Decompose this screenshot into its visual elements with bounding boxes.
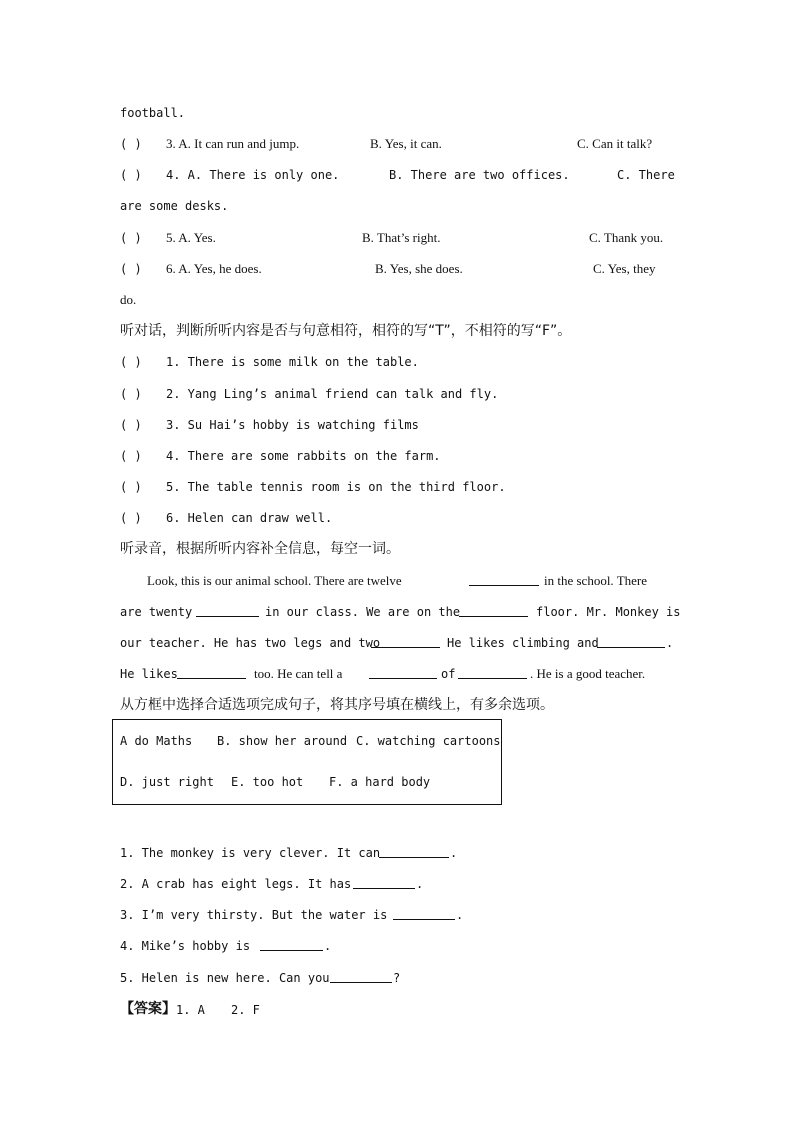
tf-item-text: 2. Yang Ling’s animal friend can talk and fly.	[166, 387, 499, 401]
option-a: 5. A. Yes.	[166, 230, 216, 245]
tf-item-text: 5. The table tennis room is on the third floor.	[166, 480, 506, 494]
passage-text: . He is a good teacher.	[530, 666, 646, 681]
option-b: B. There are two offices.	[389, 168, 570, 182]
choose-item-end: ?	[393, 971, 401, 985]
answer-parens: ( )	[120, 418, 142, 432]
option-a: 4. A. There is only one.	[166, 168, 340, 182]
passage-text: too. He can tell a	[254, 666, 343, 681]
tf-item-text: 6. Helen can draw well.	[166, 511, 333, 525]
answer-parens: ( )	[120, 480, 142, 494]
passage-text: Look, this is our animal school. There are twelve	[147, 573, 402, 588]
option-c: C. watching cartoons	[356, 734, 501, 748]
answer-parens: ( )	[120, 262, 142, 276]
option-b: B. Yes, it can.	[370, 136, 442, 151]
tf-item-text: 3. Su Hai’s hobby is watching films	[166, 418, 419, 432]
passage-text: of	[441, 667, 456, 681]
answer-1: 1. A	[176, 1003, 205, 1017]
fill-blank[interactable]	[177, 666, 246, 679]
tf-item-text: 1. There is some milk on the table.	[166, 355, 419, 369]
options-box	[112, 719, 502, 805]
fill-blank[interactable]	[260, 938, 323, 951]
question-continuation: do.	[120, 292, 137, 307]
choose-item-end: .	[416, 877, 424, 891]
option-a: A do Maths	[120, 734, 193, 748]
option-c: C. Can it talk?	[577, 136, 653, 151]
choose-item-end: .	[450, 846, 458, 860]
fill-blank[interactable]	[330, 970, 392, 983]
option-a: 6. A. Yes, he does.	[166, 261, 262, 276]
answer-parens: ( )	[120, 449, 142, 463]
tf-item-text: 4. There are some rabbits on the farm.	[166, 449, 441, 463]
option-c: C. There	[617, 168, 675, 182]
answer-parens: ( )	[120, 387, 142, 401]
fill-blank[interactable]	[469, 573, 539, 586]
option-b: B. That’s right.	[362, 230, 441, 245]
fill-blank[interactable]	[371, 635, 440, 648]
question-continuation: are some desks.	[120, 199, 229, 213]
choose-item-text: 2. A crab has eight legs. It has	[120, 877, 352, 891]
answer-2: 2. F	[231, 1003, 260, 1017]
fill-blank[interactable]	[459, 604, 528, 617]
answer-parens: ( )	[120, 511, 142, 525]
option-f: F. a hard body	[329, 775, 431, 789]
choose-item-text: 1. The monkey is very clever. It can	[120, 846, 381, 860]
passage-text: our teacher. He has two legs and two	[120, 636, 381, 650]
fill-blank[interactable]	[393, 907, 455, 920]
choose-item-end: .	[324, 939, 332, 953]
answer-parens: ( )	[120, 355, 142, 369]
option-a: 3. A. It can run and jump.	[166, 136, 300, 151]
fill-blank[interactable]	[458, 666, 527, 679]
passage-text: in the school. There	[544, 573, 648, 588]
option-e: E. too hot	[231, 775, 304, 789]
section-title: 从方框中选择合适选项完成句子，将其序号填在横线上，有多余选项。	[120, 697, 554, 713]
fill-blank[interactable]	[353, 876, 415, 889]
fill-blank[interactable]	[196, 604, 259, 617]
option-c: C. Yes, they	[593, 261, 656, 276]
option-b: B. Yes, she does.	[375, 261, 463, 276]
choose-item-text: 5. Helen is new here. Can you	[120, 971, 330, 985]
fill-blank[interactable]	[597, 635, 665, 648]
answer-parens: ( )	[120, 137, 142, 151]
option-d: D. just right	[120, 775, 214, 789]
answer-parens: ( )	[120, 168, 142, 182]
option-c: C. Thank you.	[589, 230, 664, 245]
answer-label: 【答案】	[120, 1001, 176, 1017]
choose-item-text: 3. I’m very thirsty. But the water is	[120, 908, 388, 922]
option-b: B. show her around	[217, 734, 348, 748]
section-title: 听对话，判断所听内容是否与句意相符，相符的写“T”，不相符的写“F”。	[120, 323, 572, 339]
passage-text: floor. Mr. Monkey is	[536, 605, 681, 619]
section-title: 听录音，根据所听内容补全信息，每空一词。	[120, 541, 400, 557]
choose-item-text: 4. Mike’s hobby is	[120, 939, 251, 953]
fill-blank[interactable]	[379, 845, 449, 858]
passage-text: .	[666, 636, 674, 650]
passage-text: in our class. We are on the	[265, 605, 461, 619]
passage-text: He likes	[120, 667, 178, 681]
passage-text: are twenty	[120, 605, 193, 619]
fill-blank[interactable]	[369, 666, 437, 679]
question-continuation: football.	[120, 106, 186, 120]
choose-item-end: .	[456, 908, 464, 922]
answer-parens: ( )	[120, 231, 142, 245]
passage-text: He likes climbing and	[447, 636, 599, 650]
